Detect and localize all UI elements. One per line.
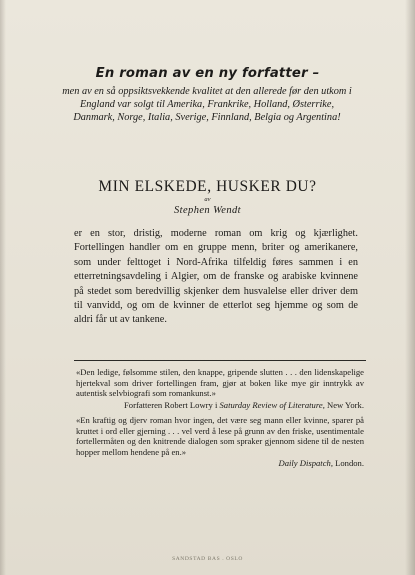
intro-text: men av en så oppsiktsvekkende kvalitet at den allerede før den utkom i England var solgt til Amerika, Frankrike, Holland, Østerrike, Danmark, Norge, Italia, Sverige, Finnland, Belgia og Argentina! bbox=[62, 86, 352, 124]
review-quotes bbox=[76, 367, 364, 469]
review-publication: Saturday Review of Literature bbox=[219, 399, 323, 410]
review-source-prefix: Forfatteren Robert Lowry i bbox=[124, 399, 220, 410]
review-text: «Den ledige, følsomme stilen, den knappe, gripende slutten . . . den lidenskapelige hjertekval som driver fortellingen fram, gjør at boken like mye gir inntrykk av autentisk selvbiografi som romankunst.» bbox=[76, 367, 364, 398]
review-1 bbox=[76, 367, 364, 410]
review-2 bbox=[76, 415, 364, 469]
book-title: MIN ELSKEDE, HUSKER DU? bbox=[98, 178, 317, 195]
headline: En roman av en ny forfatter – bbox=[95, 66, 320, 81]
review-source bbox=[76, 458, 364, 469]
by-word: av bbox=[204, 196, 211, 203]
review-publication: Daily Dispatch bbox=[278, 458, 331, 468]
review-source-suffix: , London. bbox=[330, 458, 364, 468]
author-name: Stephen Wendt bbox=[174, 205, 241, 216]
printer-imprint: SANDSTAD BAS . OSLO bbox=[172, 556, 243, 562]
review-source-suffix: , New York. bbox=[322, 399, 364, 410]
divider-rule bbox=[74, 360, 366, 361]
book-description: er en stor, dristig, moderne roman om krig og kjærlighet. Fortellingen handler om en gruppe menn, briter og amerikanere, som under felttoget i Nord-Afrika tilfeldig føres sammen i en etterretningsavdeling i Algier, om de franske og arabiske kvinnene på stedet som beredvillig skjenker dem husvalelse eller driver dem til vanvidd, og om de kvinner de etterlot seg hjemme og som de aldri får ut av tankene. bbox=[74, 228, 358, 326]
review-source bbox=[76, 400, 364, 411]
spine-shadow bbox=[405, 0, 415, 575]
review-text: «En kraftig og djerv roman hvor ingen, det være seg mann eller kvinne, sparer på kruttet i ord eller gjerning . . . vel verd å lese på grunn av den friske, usentimentale fortellermåten og den knitrende dialogen som spraker gjennom sidene til de nesten hopper mellom hendene på en.» bbox=[76, 415, 364, 457]
cover-edge-shadow bbox=[0, 0, 6, 575]
